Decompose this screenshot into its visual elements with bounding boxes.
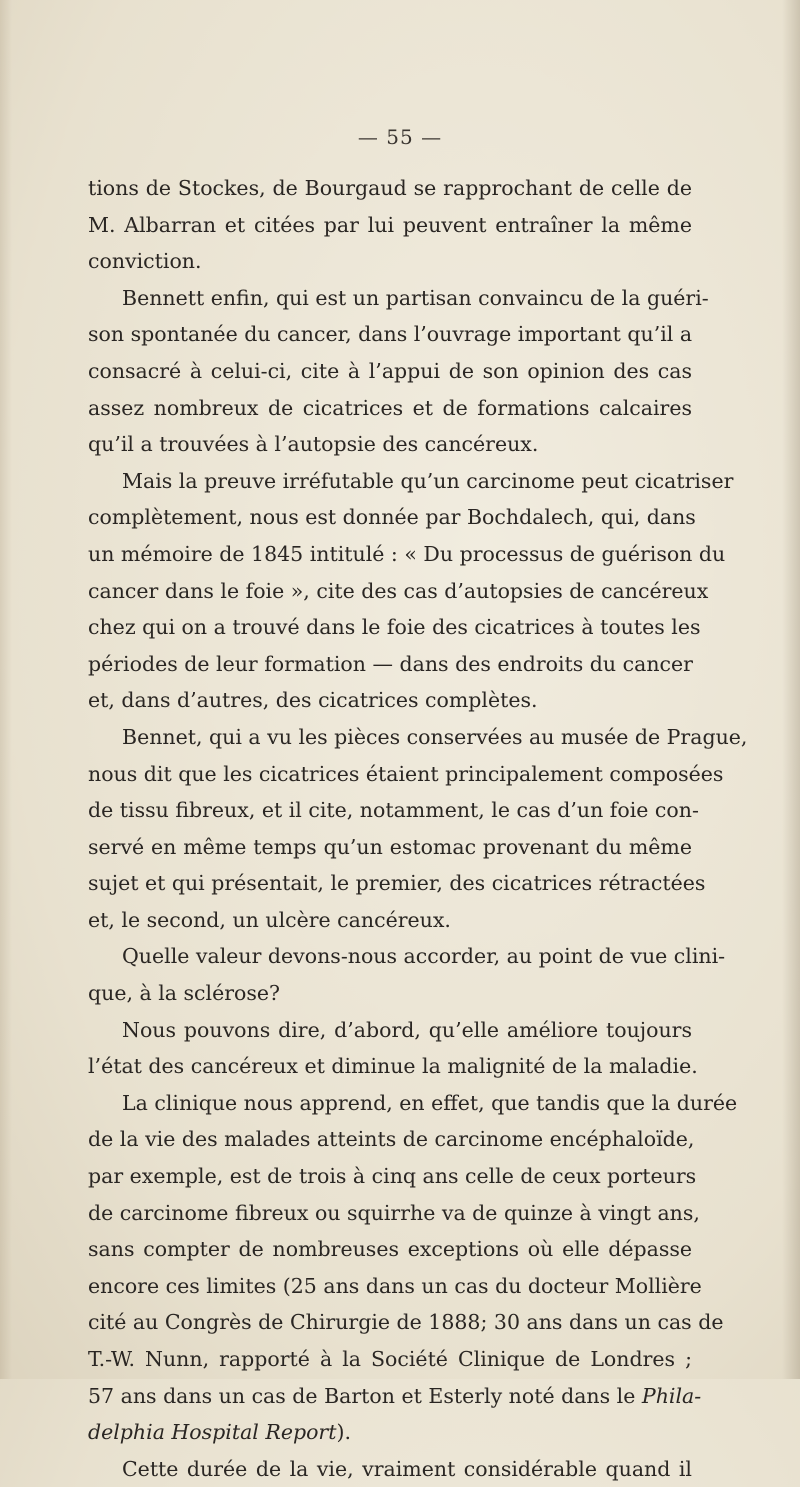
line-text: Cette durée de la vie, vraiment considérable quand il — [122, 1456, 692, 1481]
text-line — [88, 536, 726, 573]
text-line — [88, 1378, 702, 1415]
text-line — [88, 1158, 697, 1195]
line-text: l’état des cancéreux et diminue la malignité de la maladie. — [88, 1054, 698, 1079]
line-text: complètement, nous est donnée par Bochdalech, qui, dans — [88, 505, 696, 530]
text-line — [88, 865, 706, 902]
line-text: et, le second, un ulcère cancéreux. — [88, 907, 451, 932]
text-line — [88, 829, 692, 866]
text-line — [88, 609, 701, 646]
text-line — [88, 646, 692, 683]
line-text: encore ces limites (25 ans dans un cas du docteur Mollière — [88, 1273, 702, 1298]
line-text: Nous pouvons dire, d’abord, qu’elle améliore toujours — [122, 1017, 692, 1042]
line-text: et, dans d’autres, des cicatrices complètes. — [88, 688, 538, 713]
line-text: chez qui on a trouvé dans le foie des cicatrices à toutes les — [88, 615, 701, 640]
text-line — [88, 170, 692, 207]
line-text: sans compter de nombreuses exceptions où elle dépasse — [88, 1237, 692, 1262]
line-text: Quelle valeur devons-nous accorder, au point de vue clini- — [122, 944, 726, 969]
line-text: de la vie des malades atteints de carcinome encéphaloïde, — [88, 1127, 695, 1152]
page-left-edge — [0, 0, 12, 1379]
text-line — [88, 1268, 702, 1305]
line-text: T.-W. Nunn, rapporté à la Société Clinique de Londres ; — [88, 1347, 692, 1371]
line-text: Bennet, qui a vu les pièces conservées au musée de Prague, — [122, 724, 748, 749]
line-text: servé en même temps qu’un estomac provenant du même — [88, 834, 692, 859]
body-text — [88, 170, 748, 1487]
line-text: tions de Stockes, de Bourgaud se rapprochant de celle de — [88, 176, 692, 200]
text-line — [88, 1012, 692, 1049]
line-text: cité au Congrès de Chirurgie de 1888; 30 ans dans un cas de — [88, 1310, 724, 1335]
text-line — [88, 1414, 692, 1451]
text-line — [88, 975, 692, 1012]
line-text: que, à la sclérose? — [88, 981, 280, 1006]
line-text: M. Albarran et citées par lui peuvent entraîner la même — [88, 212, 692, 237]
line-tail: ). — [336, 1420, 351, 1445]
text-line — [88, 938, 726, 975]
line-text: Mais la preuve irréfutable qu’un carcinome peut cicatriser — [122, 468, 734, 493]
text-line — [88, 243, 692, 280]
line-text: conviction. — [88, 249, 202, 274]
line-text: nous dit que les cicatrices étaient principalement composées — [88, 761, 724, 786]
line-text: un mémoire de 1845 intitulé : « Du processus de guérison du — [88, 541, 726, 566]
text-line — [88, 463, 734, 500]
line-text: de carcinome fibreux ou squirrhe va de quinze à vingt ans, — [88, 1200, 700, 1225]
line-text: Bennett enfin, qui est un partisan convaincu de la guéri- — [122, 285, 709, 310]
text-line — [88, 1048, 698, 1085]
line-text: sujet et qui présentait, le premier, des cicatrices rétractées — [88, 871, 706, 896]
line-text: par exemple, est de trois à cinq ans celle de ceux porteurs — [88, 1164, 697, 1189]
text-line — [88, 902, 692, 939]
italic-title: delphia Hospital Report — [88, 1420, 337, 1445]
text-line — [88, 353, 692, 390]
line-text: son spontanée du cancer, dans l’ouvrage important qu’il a — [88, 322, 693, 347]
text-line — [88, 207, 692, 244]
line-text: consacré à celui-ci, cite à l’appui de son opinion des cas — [88, 358, 692, 383]
page-right-edge — [782, 0, 800, 1379]
text-line — [88, 792, 699, 829]
text-line — [88, 1341, 692, 1378]
italic-title: Phila- — [641, 1383, 702, 1408]
text-line — [88, 1195, 700, 1232]
text-line — [88, 756, 724, 793]
text-line — [88, 1121, 695, 1158]
text-line — [88, 390, 692, 427]
text-line — [88, 719, 748, 756]
text-line — [88, 316, 692, 353]
line-text: qu’il a trouvées à l’autopsie des cancéreux. — [88, 432, 539, 457]
text-line — [88, 573, 709, 610]
line-text: 57 ans dans un cas de Barton et Esterly noté dans le — [88, 1383, 636, 1408]
text-line — [88, 682, 692, 719]
text-line — [88, 426, 692, 463]
line-text: cancer dans le foie », cite des cas d’autopsies de cancéreux — [88, 578, 709, 603]
line-text: La clinique nous apprend, en effet, que tandis que la durée — [122, 1090, 738, 1115]
line-text: périodes de leur formation — dans des endroits du cancer — [88, 651, 693, 676]
text-line — [88, 280, 709, 317]
text-line — [88, 499, 696, 536]
text-line — [88, 1304, 724, 1341]
text-line — [88, 1451, 692, 1487]
text-line — [88, 1085, 738, 1122]
text-line — [88, 1231, 692, 1268]
line-text: assez nombreux de cicatrices et de formations calcaires — [88, 395, 692, 420]
page-number: — 55 — — [357, 125, 443, 149]
line-text: de tissu fibreux, et il cite, notamment, le cas d’un foie con- — [88, 798, 699, 823]
